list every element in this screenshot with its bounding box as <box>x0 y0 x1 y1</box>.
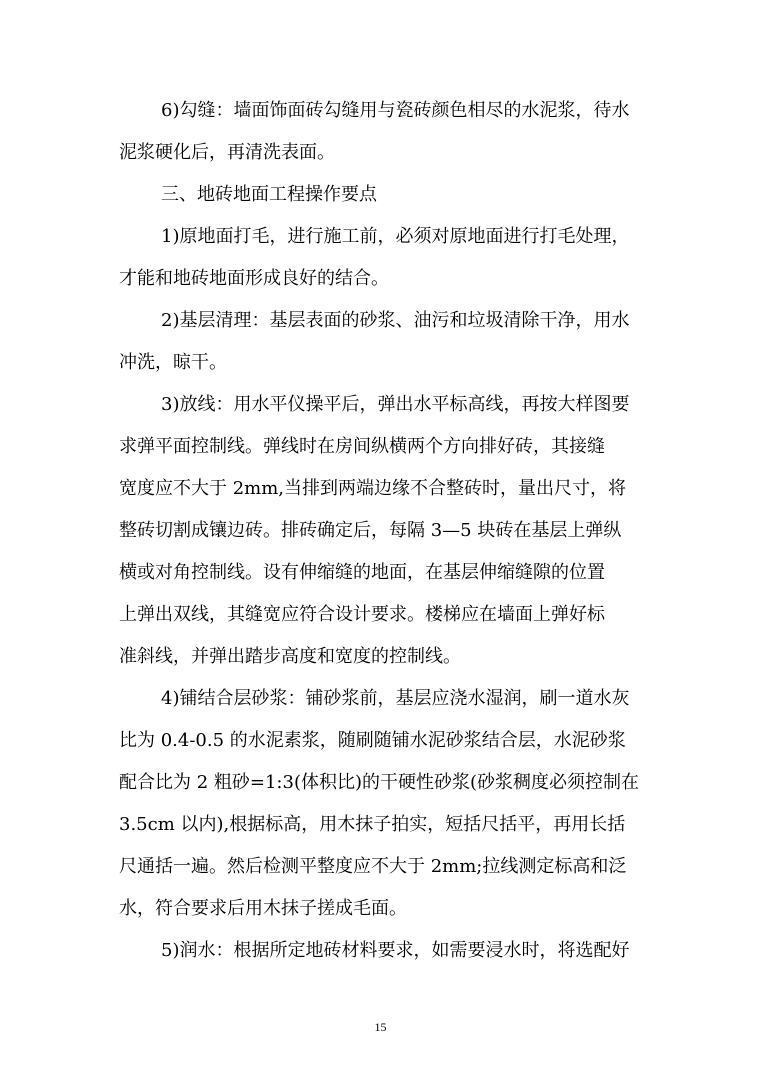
text-line-content: 1)原地面打毛，进行施工前，必须对原地面进行打毛处理， <box>161 226 630 247</box>
text-line-content: 尺通括一遍。然后检测平整度应不大于 2mm;拉线测定标高和泛 <box>119 856 627 877</box>
text-line-content: 上弹出双线，其缝宽应符合设计要求。楼梯应在墙面上弹好标 <box>119 604 605 625</box>
text-line-content: 宽度应不大于 2mm,当排到两端边缘不合整砖时，量出尺寸，将 <box>119 478 627 499</box>
text-line-content: 2)基层清理：基层表面的砂浆、油污和垃圾清除干净，用水 <box>161 310 630 331</box>
text-line-content: 4)铺结合层砂浆：铺砂浆前，基层应浇水湿润，刷一道水灰 <box>161 688 630 709</box>
section-heading-text: 三、地砖地面工程操作要点 <box>161 184 377 205</box>
text-line-content: 准斜线，并弹出踏步高度和宽度的控制线。 <box>119 646 461 667</box>
text-line-content: 3.5cm 以内),根据标高，用木抹子拍实，短括尺括平，再用长括 <box>119 814 626 835</box>
text-line-content: 6)勾缝：墙面饰面砖勾缝用与瓷砖颜色相尽的水泥浆，待水 <box>161 100 630 121</box>
text-line-content: 水，符合要求后用木抹子搓成毛面。 <box>119 898 407 919</box>
text-line-content: 才能和地砖地面形成良好的结合。 <box>119 268 389 289</box>
page-number: 15 <box>374 1020 387 1034</box>
text-line-content: 5)润水：根据所定地砖材料要求，如需要浸水时，将选配好 <box>161 940 630 961</box>
text-line-content: 整砖切割成镶边砖。排砖确定后，每隔 3—5 块砖在基层上弹纵 <box>119 520 622 541</box>
text-line-content: 冲洗，晾干。 <box>119 352 227 373</box>
text-line-content: 横或对角控制线。设有伸缩缝的地面，在基层伸缩缝隙的位置 <box>119 562 605 583</box>
text-line-content: 3)放线：用水平仪操平后，弹出水平标高线，再按大样图要 <box>161 394 630 415</box>
text-line-content: 配合比为 2 粗砂=1:3(体积比)的干硬性砂浆(砂浆稠度必须控制在 <box>119 772 640 793</box>
text-line-content: 比为 0.4-0.5 的水泥素浆，随刷随铺水泥砂浆结合层，水泥砂浆 <box>119 730 626 751</box>
text-line-content: 泥浆硬化后，再清洗表面。 <box>119 142 335 163</box>
text-line-content: 求弹平面控制线。弹线时在房间纵横两个方向排好砖，其接缝 <box>119 436 605 457</box>
